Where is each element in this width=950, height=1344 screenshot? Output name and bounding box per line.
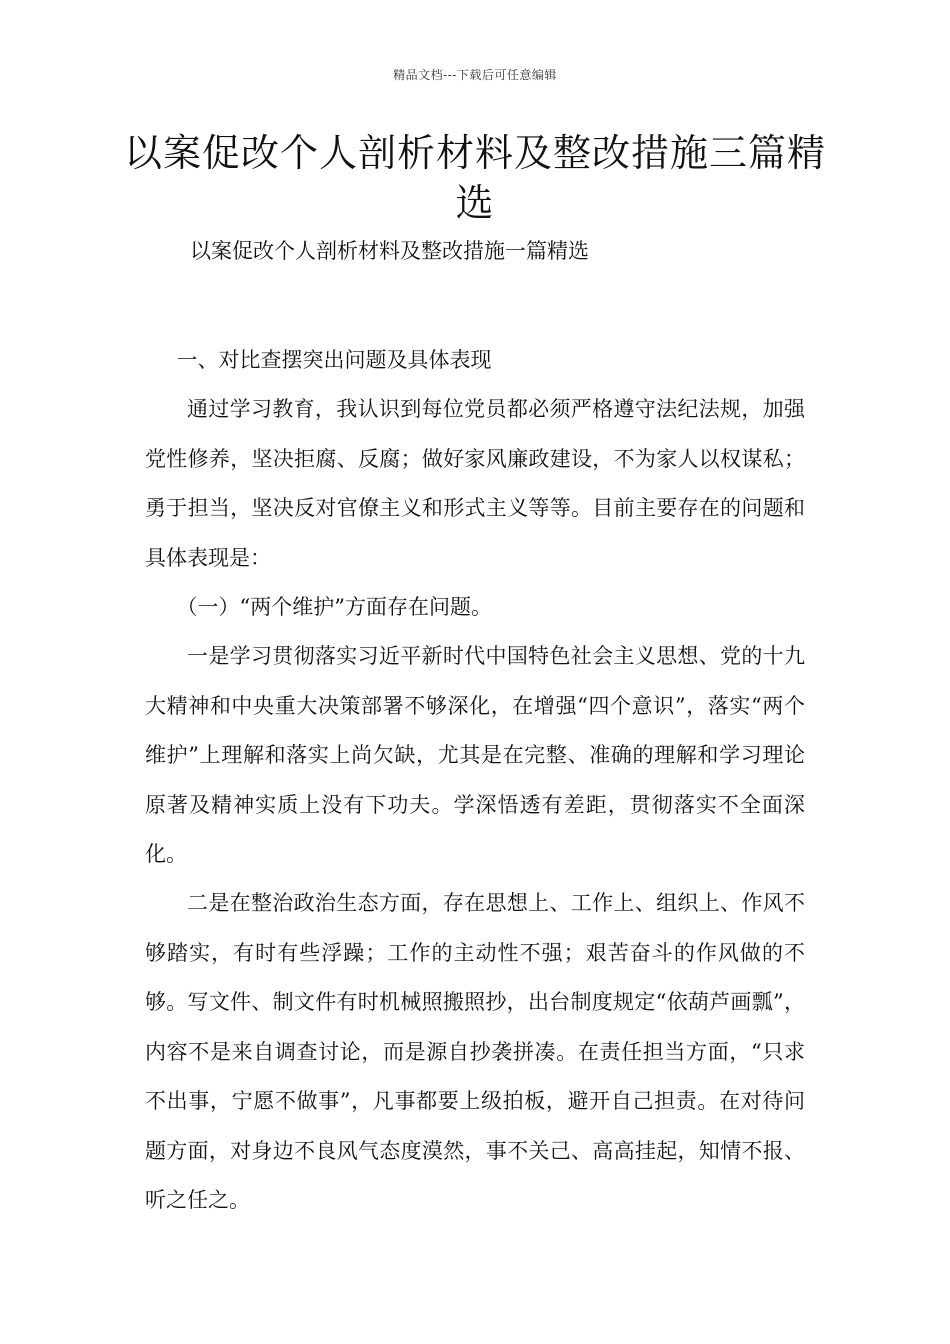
document-subtitle: 以案促改个人剖析材料及整改措施一篇精选 (190, 239, 589, 263)
paragraph-intro: 通过学习教育，我认识到每位党员都必须严格遵守法纪法规，加强党性修养，坚决拒腐、反腐；做好家风廉政建设，不为家人以权谋私；勇于担当，坚决反对官僚主义和形式主义等等。目前主要存在的问题和具体表现是： (145, 397, 805, 570)
header-note: 精品文档---下载后可任意编辑 (393, 68, 557, 82)
paragraph-point-two: 二是在整治政治生态方面，存在思想上、工作上、组织上、作风不够踏实，有时有些浮躁；工作的主动性不强；艰苦奋斗的作风做的不够。写文件、制文件有时机械照搬照抄，出台制度规定“依葫芦画瓢”，内容不是来自调查讨论，而是源自抄袭拼凑。在责任担当方面，“只求不出事，宁愿不做事”，凡事都要上级拍板，避开自己担责。在对待问题方面，对身边不良风气态度漠然，事不关己、高高挂起，知情不报、听之任之。 (145, 891, 805, 1212)
document-title: 以案促改个人剖析材料及整改措施三篇精选 (123, 131, 826, 225)
paragraph-point-one: 一是学习贯彻落实习近平新时代中国特色社会主义思想、党的十九大精神和中央重大决策部署不够深化，在增强“四个意识”，落实“两个维护”上理解和落实上尚欠缺，尤其是在完整、准确的理解和学习理论原著及精神实质上没有下功夫。学深悟透有差距，贯彻落实不全面深化。 (145, 644, 805, 867)
paragraph-subheading: （一）“两个维护”方面存在问题。 (176, 595, 492, 620)
document-body (145, 336, 805, 1225)
section-heading: 一、对比查摆突出问题及具体表现 (176, 348, 492, 372)
